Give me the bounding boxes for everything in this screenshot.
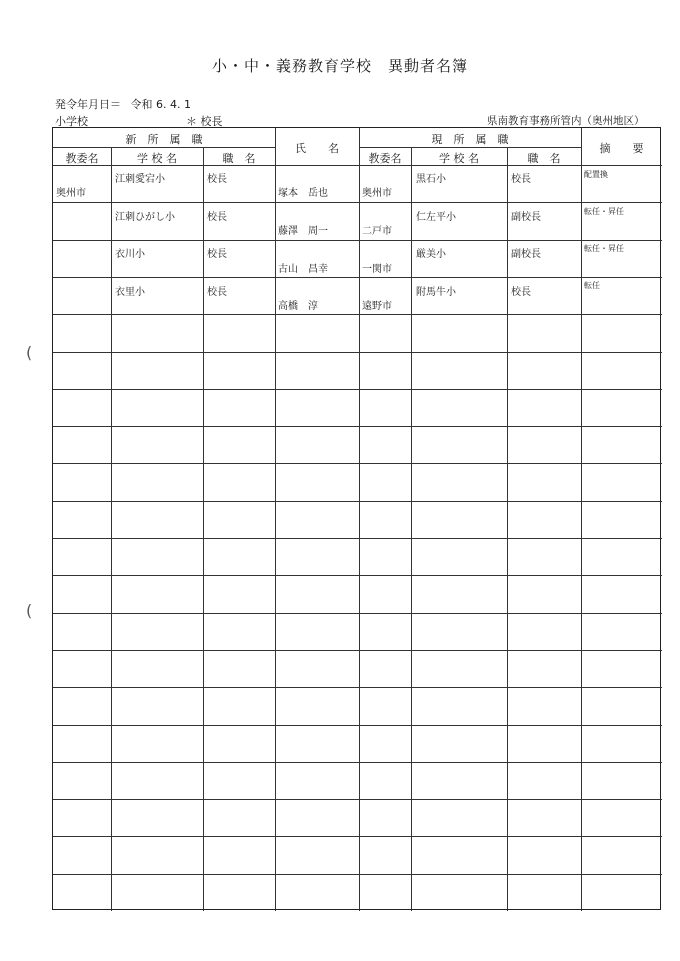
row-4-name: 高橋 淳 (278, 301, 318, 312)
row-2-current-board: 二戸市 (362, 226, 392, 237)
row-2-name: 藤澤 周一 (278, 226, 328, 237)
row-1-current-position: 校長 (511, 174, 531, 185)
row-4-current-school: 附馬牛小 (416, 287, 456, 298)
office-name: 県南教育事務所管内（奥州地区） (487, 115, 645, 127)
header-new-school: 学 校 名 (137, 152, 177, 165)
row-2-note: 転任・昇任 (584, 207, 624, 216)
row-2-new-school: 江刺ひがし小 (115, 212, 175, 223)
row-3-current-position: 副校長 (511, 249, 541, 260)
row-1-new-board: 奥州市 (56, 188, 86, 199)
table-row-rule (53, 687, 662, 688)
transfer-roster-table (52, 127, 661, 910)
header-name: 氏 名 (295, 142, 339, 155)
row-4-current-position: 校長 (511, 287, 531, 298)
table-column-rule (411, 147, 412, 911)
issue-date-value: 令和 6. 4. 1 (130, 98, 191, 111)
row-4-current-board: 遠野市 (362, 301, 392, 312)
row-2-current-school: 仁左平小 (416, 212, 456, 223)
table-row-rule (53, 762, 662, 763)
table-row-rule (53, 650, 662, 651)
table-row-rule (53, 314, 662, 315)
position-note: ＊ 校長 (186, 115, 223, 128)
row-2-new-position: 校長 (207, 212, 227, 223)
binding-hole-mark: ( (26, 343, 33, 362)
row-1-current-school: 黒石小 (416, 174, 446, 185)
table-column-rule (203, 147, 204, 911)
issue-date-line (55, 96, 191, 112)
row-4-new-position: 校長 (207, 287, 227, 298)
issue-date-label: 発令年月日＝ (55, 98, 121, 111)
row-2-current-position: 副校長 (511, 212, 541, 223)
header-new-position: 職 名 (222, 152, 256, 165)
table-row-rule (53, 538, 662, 539)
table-row-rule (53, 202, 662, 203)
table-row-rule (53, 352, 662, 353)
row-3-name: 古山 昌幸 (278, 264, 328, 275)
row-3-current-school: 厳美小 (416, 249, 446, 260)
header-note: 摘 要 (599, 142, 644, 155)
table-row-rule (53, 874, 662, 875)
row-1-note: 配置換 (584, 170, 608, 179)
table-row-rule (53, 725, 662, 726)
table-row-rule (53, 799, 662, 800)
header-current-affiliation: 現 所 属 職 (431, 133, 509, 146)
table-row-rule (53, 501, 662, 502)
table-row-rule (53, 463, 662, 464)
row-1-new-school: 江刺愛宕小 (115, 174, 165, 185)
header-current-board: 教委名 (368, 152, 402, 165)
binding-hole-mark: ( (26, 601, 33, 620)
row-4-note: 転任 (584, 281, 600, 290)
table-column-rule (111, 147, 112, 911)
table-row-rule (53, 836, 662, 837)
header-new-board: 教委名 (65, 152, 99, 165)
table-row-rule (53, 389, 662, 390)
table-row-rule (359, 147, 581, 148)
table-row-rule (53, 277, 662, 278)
row-1-current-board: 奥州市 (362, 188, 392, 199)
table-row-rule (53, 240, 662, 241)
header-current-school: 学 校 名 (439, 152, 479, 165)
table-row-rule (53, 575, 662, 576)
table-row-rule (53, 147, 275, 148)
table-column-rule (359, 128, 360, 911)
row-3-note: 転任・昇任 (584, 244, 624, 253)
row-1-name: 塚本 岳也 (278, 188, 328, 199)
header-current-position: 職 名 (527, 152, 561, 165)
row-3-new-position: 校長 (207, 249, 227, 260)
row-3-new-school: 衣川小 (115, 249, 145, 260)
table-column-rule (275, 128, 276, 911)
table-column-rule (581, 128, 582, 911)
row-1-new-position: 校長 (207, 174, 227, 185)
table-row-rule (53, 165, 662, 166)
table-column-rule (507, 147, 508, 911)
header-new-affiliation: 新 所 属 職 (125, 133, 203, 146)
table-row-rule (53, 613, 662, 614)
row-3-current-board: 一関市 (362, 264, 392, 275)
document-title: 小・中・義務教育学校 異動者名簿 (211, 57, 468, 75)
table-row-rule (53, 426, 662, 427)
row-4-new-school: 衣里小 (115, 287, 145, 298)
school-type: 小学校 (55, 115, 88, 128)
